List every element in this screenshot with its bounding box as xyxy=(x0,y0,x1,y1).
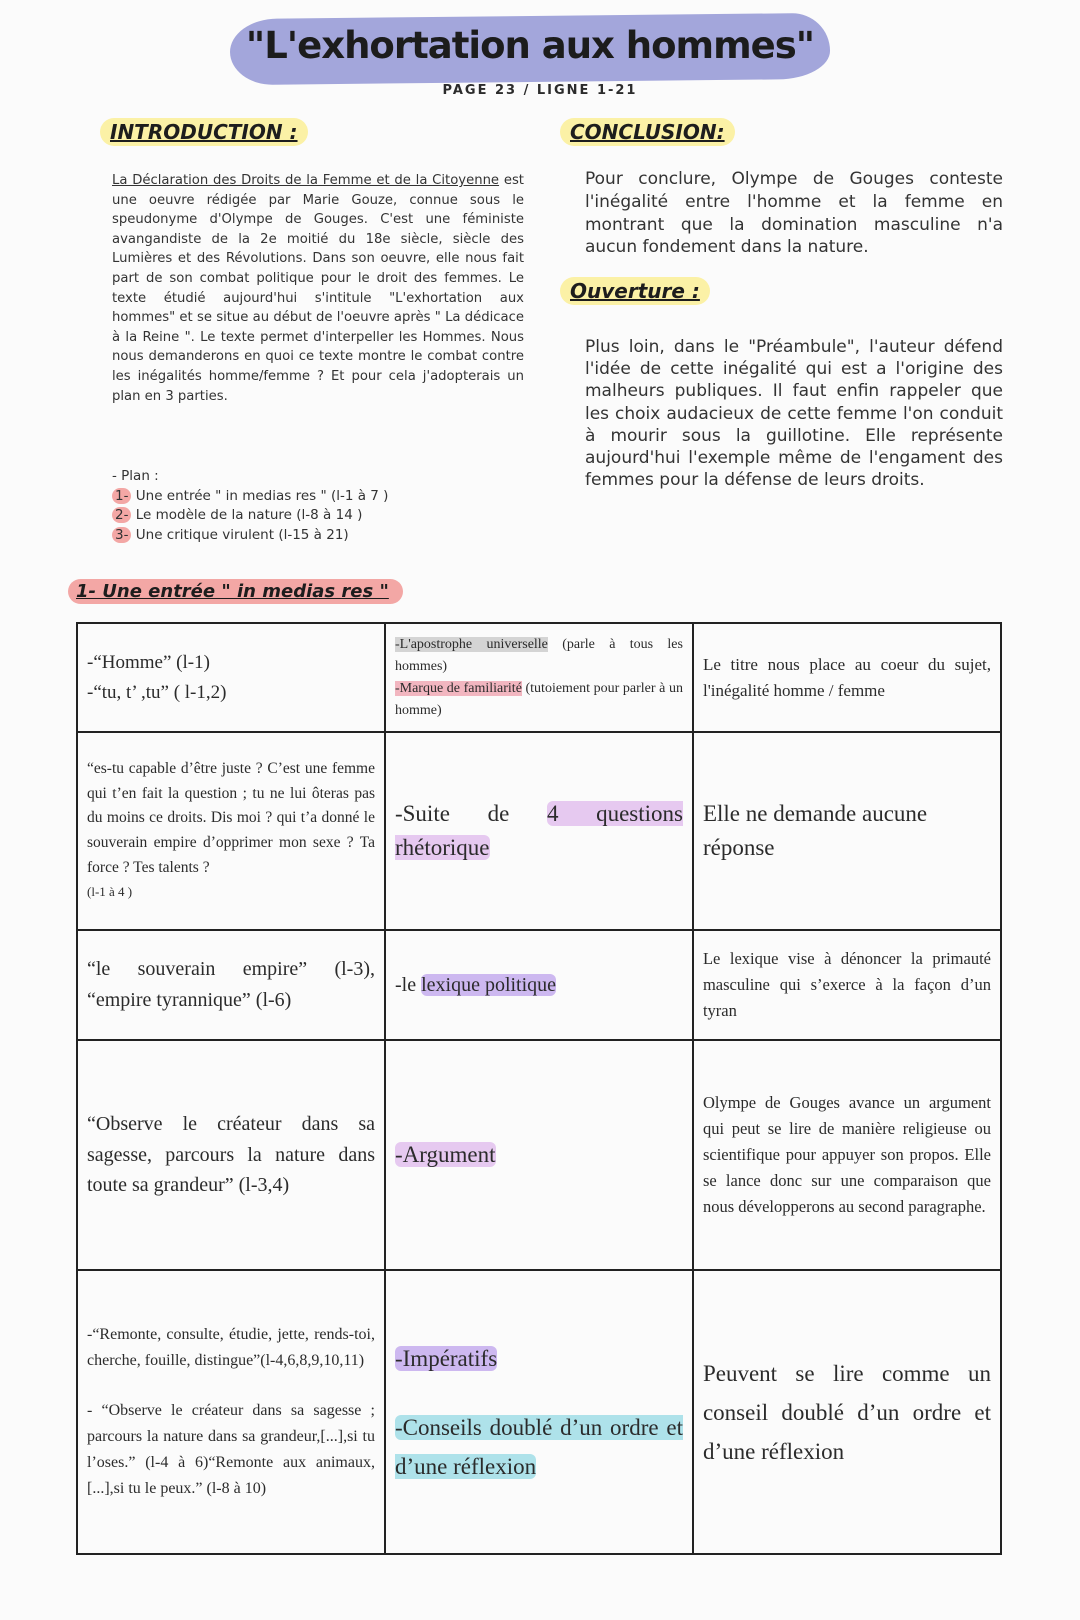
plan-item-number: 3- xyxy=(112,527,131,543)
quote-cell: “le souverain empire” (l-3), “empire tyrannique” (l-6) xyxy=(77,930,385,1040)
quote: - “Observe le créateur dans sa sagesse ; parcours la nature dans sa grandeur,[...],si tu l’oses.” (l-4 à 6)“Remonte aux animaux, [...],si tu le peux.” (l-8 à 10) xyxy=(87,1402,375,1497)
analysis-table xyxy=(76,622,1002,1555)
table-row xyxy=(77,623,1001,732)
quote: -“tu, t’ ,tu” ( l-1,2) xyxy=(87,681,227,703)
device-label: -Impératifs xyxy=(394,1345,498,1371)
device-cell xyxy=(385,1040,693,1270)
quote: “es-tu capable d’être juste ? C’est une femme qui t’en fait la question ; tu ne lui ôteras pas du moins ce droits. Dis moi ? qui t’a donné le souverain empire d’opprimer mon sexe ? Ta force ? Tes talents ? xyxy=(87,759,375,876)
plan-label: - Plan : xyxy=(112,468,159,484)
interpretation-cell: Le titre nous place au coeur du sujet, l'inégalité homme / femme xyxy=(693,623,1001,732)
device-label: -Conseils doublé d’un ordre et d’une réflexion xyxy=(394,1414,683,1479)
device-label: -L'apostrophe universelle xyxy=(394,636,548,652)
ouverture-heading: Ouverture : xyxy=(560,277,710,305)
plan-item-number: 1- xyxy=(112,488,131,504)
conclusion-text: Pour conclure, Olympe de Gouges conteste l'inégalité entre l'homme et la femme en montrant que la domination masculine n'a aucun fondement dans la nature. xyxy=(585,169,1003,258)
device-note: (tutoiement pour parler à un homme) xyxy=(394,680,683,718)
conclusion-heading: CONCLUSION: xyxy=(560,118,735,146)
interpretation-cell: Olympe de Gouges avance un argument qui peut se lire de manière religieuse ou scientifique pour appuyer son propos. Elle se lance donc sur une comparaison que nous développerons au second paragraphe. xyxy=(693,1040,1001,1270)
plan-item xyxy=(112,506,532,526)
table-row xyxy=(77,1040,1001,1270)
interpretation-cell: Elle ne demande aucune réponse xyxy=(693,732,1001,930)
page-reference: PAGE 23 / LIGNE 1-21 xyxy=(442,83,638,98)
introduction-body: est une oeuvre rédigée par Marie Gouze, connue sous le speudonyme d'Olympe de Gouges. C'est une féministe avangandiste de la 2e moitié du 18e siècle, siècle des Lumières et des Révolutions. Dans son oeuvre, elle nous fait part de son combat politique pour le droit des femmes. Le texte étudié aujourd'hui s'intitule "L'exhortation aux hommes" et se situe au début de l'oeuvre après " La dédicace à la Reine ". Le texte permet d'interpeller les Hommes. Nous nous demanderons en quoi ce texte montre le combat contre les inégalités homme/femme ? Et pour cela j'adopterais un plan en 3 parties. xyxy=(112,173,524,404)
plan-item xyxy=(112,526,532,546)
plan-item-text: Une entrée " in medias res " (l-1 à 7 ) xyxy=(131,487,389,504)
device-cell xyxy=(385,930,693,1040)
work-title: La Déclaration des Droits de la Femme et de la Citoyenne xyxy=(112,173,500,188)
interpretation-cell: Le lexique vise à dénoncer la primauté masculine qui s’exerce à la façon d’un tyran xyxy=(693,930,1001,1040)
table-row xyxy=(77,930,1001,1040)
ouverture-text: Plus loin, dans le "Préambule", l'auteur défend l'idée de cette inégalité qui est a l'origine des malheurs publiques. Il faut enfin rappeler que les choix audacieux de cette femme l'on conduit à mourir sous la guillotine. Elle représente aujourd'hui l'exemple même de l'engament des femmes pour la défense de leurs droits. xyxy=(585,337,1003,491)
line-reference: (l-1 à 4 ) xyxy=(87,884,133,900)
device-label: -le xyxy=(394,973,422,996)
device-label: -Suite de xyxy=(394,801,547,826)
section-title: 1- Une entrée " in medias res " xyxy=(68,579,403,604)
plan-item-text: Le modèle de la nature (l-8 à 14 ) xyxy=(131,507,363,523)
device-label: -Argument xyxy=(394,1142,496,1167)
device-note: (parle à tous les hommes) xyxy=(394,636,683,674)
quote: -“Remonte, consulte, étudie, jette, rends-toi, cherche, fouille, distingue”(l-4,6,8,9,10,11) xyxy=(87,1326,375,1369)
plan-item xyxy=(112,487,532,507)
device-cell xyxy=(385,1270,693,1554)
device-cell xyxy=(385,623,693,732)
quote-cell xyxy=(77,732,385,930)
interpretation-cell: Peuvent se lire comme un conseil doublé d’un ordre et d’une réflexion xyxy=(693,1270,1001,1554)
quote-cell xyxy=(77,1270,385,1554)
device-cell xyxy=(385,732,693,930)
quote: -“Homme” (l-1) xyxy=(87,651,210,673)
device-label: 4 questions rhétorique xyxy=(394,801,683,860)
device-label: lexique politique xyxy=(421,973,557,996)
plan-item-number: 2- xyxy=(112,507,131,523)
plan-item-text: Une critique virulent (l-15 à 21) xyxy=(131,526,349,543)
plan xyxy=(112,467,532,545)
quote-cell xyxy=(77,623,385,732)
table-row xyxy=(77,732,1001,930)
table-row xyxy=(77,1270,1001,1554)
introduction-text xyxy=(112,171,524,406)
title-banner xyxy=(230,10,830,90)
page-title: "L'exhortation aux hommes" xyxy=(245,24,815,67)
quote-cell: “Observe le créateur dans sa sagesse, parcours la nature dans toute sa grandeur” (l-3,4) xyxy=(77,1040,385,1270)
device-label: -Marque de familiarité xyxy=(394,680,522,696)
introduction-heading: INTRODUCTION : xyxy=(100,118,308,146)
